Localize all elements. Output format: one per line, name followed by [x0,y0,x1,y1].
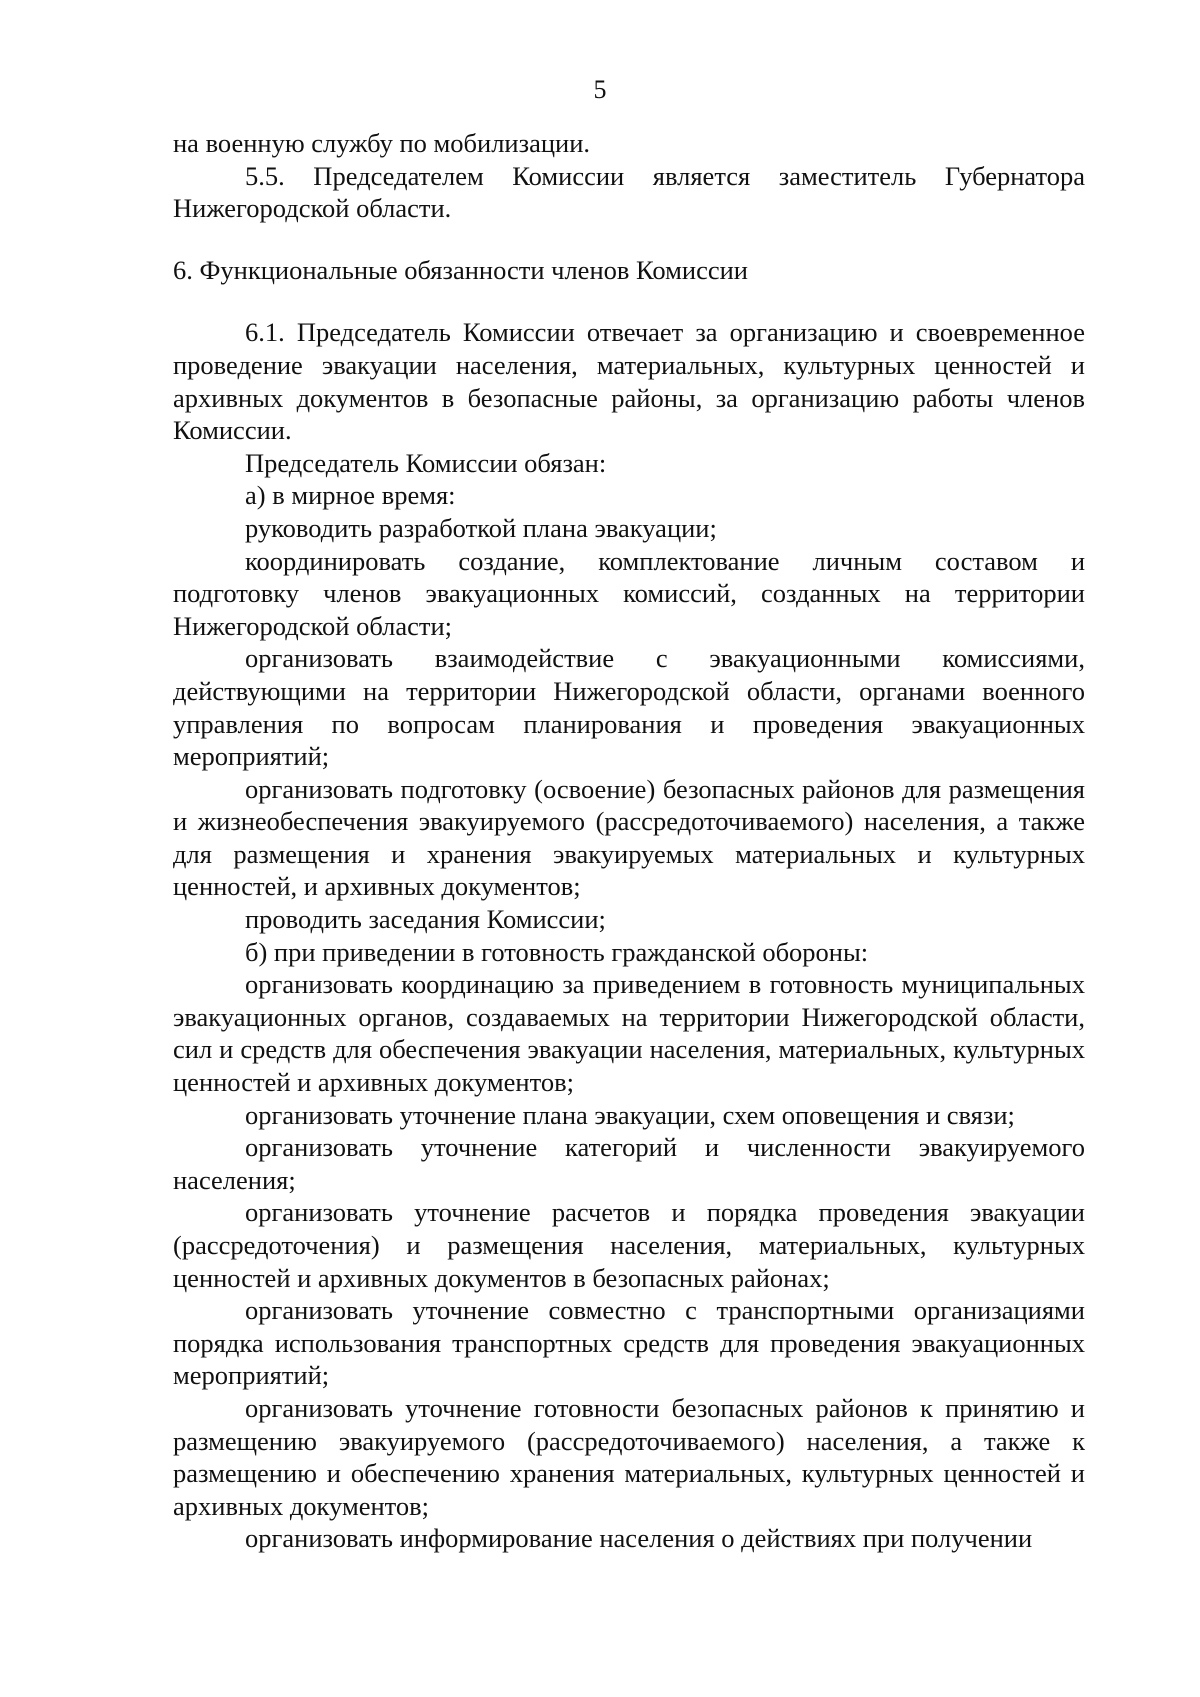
list-item: организовать уточнение плана эвакуации, схем оповещения и связи; [245,1099,1015,1130]
paragraph: а) в мирное время: [245,480,456,511]
list-item: организовать уточнение расчетов и порядка проведения эвакуации (рассредоточения) и размещения населения, материальных, культурных ценностей и архивных документов в безопасных районах; [173,1197,1085,1293]
page-number: 5 [593,75,607,104]
paragraph: б) при приведении в готовность гражданской обороны: [245,936,869,967]
paragraph: Председатель Комиссии обязан: [245,447,607,478]
paragraph: 5.5. Председателем Комиссии является заместитель Губернатора Нижегородской области. [173,160,1085,224]
list-item: координировать создание, комплектование личным составом и подготовку членов эвакуационных комиссий, созданных на территории Нижегородской области; [173,545,1085,641]
list-item: организовать координацию за приведением в готовность муниципальных эвакуационных органов, создаваемых на территории Нижегородской области, сил и средств для обеспечения эвакуации населения, материальных, культурных ценностей и архивных документов; [173,969,1085,1098]
list-item: организовать подготовку (освоение) безопасных районов для размещения и жизнеобеспечения эвакуируемого (рассредоточиваемого) населения, а также для размещения и хранения эвакуируемых материальных и культурных ценностей, и архивных документов; [173,773,1085,902]
list-item: организовать информирование населения о действиях при получении [245,1523,1033,1554]
list-item: организовать уточнение совместно с транспортными организациями порядка использования транспортных средств для проведения эвакуационных мероприятий; [173,1295,1085,1391]
list-item: организовать взаимодействие с эвакуационными комиссиями, действующими на территории Нижегородской области, органами военного управления по вопросам планирования и проведения эвакуационных мероприятий; [173,643,1085,772]
list-item: проводить заседания Комиссии; [245,904,606,935]
list-item: организовать уточнение готовности безопасных районов к принятию и размещению эвакуируемого (рассредоточиваемого) населения, а также к размещению и обеспечению хранения материальных, культурных ценностей и архивных документов; [173,1392,1085,1521]
paragraph: 6.1. Председатель Комиссии отвечает за организацию и своевременное проведение эвакуации населения, материальных, культурных ценностей и архивных документов в безопасные районы, за организацию работы членов Комиссии. [173,317,1085,446]
section-heading: 6. Функциональные обязанности членов Комиссии [173,254,748,285]
document-body [173,127,1085,1555]
paragraph: на военную службу по мобилизации. [173,128,591,158]
list-item: руководить разработкой плана эвакуации; [245,512,717,543]
list-item: организовать уточнение категорий и численности эвакуируемого населения; [173,1132,1085,1195]
